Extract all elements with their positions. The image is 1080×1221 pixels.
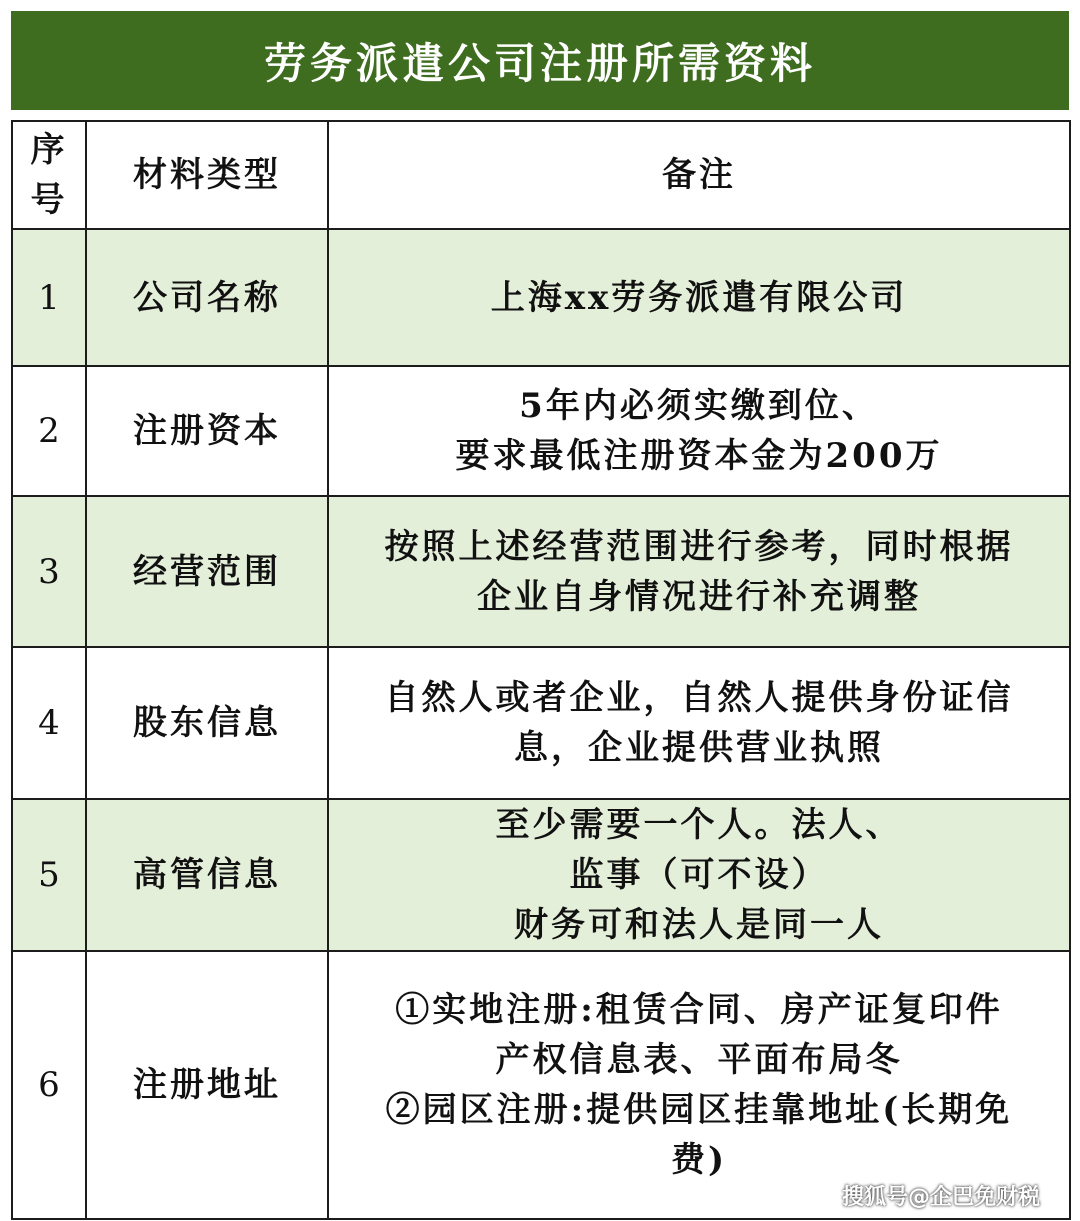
note-line: 企业自身情况进行补充调整 [477,576,921,617]
row-note [328,647,1070,799]
table-row [12,951,1070,1219]
table-row [12,496,1070,647]
row-num: 5 [12,799,86,951]
header-type: 材料类型 [86,121,328,229]
note-line: 监事（可不设） [569,855,829,895]
note-line: 按照上述经营范围进行参考，同时根据 [384,526,1014,567]
table-title: 劳务派遣公司注册所需资料 [11,11,1069,110]
row-note [328,366,1070,496]
note-line: 产权信息表、平面布局冬 [495,1040,903,1080]
note-line: 自然人或者企业，自然人提供身份证信 [384,678,1014,718]
header-num: 序号 [12,121,86,229]
row-type: 公司名称 [86,229,328,366]
row-num: 1 [12,229,86,366]
materials-table [11,120,1071,1220]
note-line: ②园区注册:提供园区挂靠地址(长期免 [385,1090,1013,1130]
row-num: 3 [12,496,86,647]
note-line: 5年内必须实缴到位、 [519,386,879,426]
note-line: 至少需要一个人。法人、 [495,805,903,845]
materials-sheet [11,11,1069,1211]
header-row [12,121,1070,229]
note-line: 费) [670,1140,728,1180]
note-line: 息，企业提供营业执照 [514,728,884,768]
row-note [328,951,1070,1219]
note-line: ①实地注册:租赁合同、房产证复印件 [395,990,1003,1030]
row-num: 2 [12,366,86,496]
note-line: 要求最低注册资本金为200万 [455,436,943,476]
header-note: 备注 [328,121,1070,229]
row-type: 注册资本 [86,366,328,496]
row-num: 6 [12,951,86,1219]
row-type: 股东信息 [86,647,328,799]
table-row [12,366,1070,496]
note-line: 上海xx劳务派遣有限公司 [490,277,908,318]
row-note [328,496,1070,647]
row-note [328,229,1070,366]
row-type: 高管信息 [86,799,328,951]
row-num: 4 [12,647,86,799]
watermark: 搜狐号@企巴免财税 [841,1185,1040,1210]
row-type: 经营范围 [86,496,328,647]
table-row [12,647,1070,799]
row-note [328,799,1070,951]
title-divider [11,110,1069,120]
table-row [12,229,1070,366]
note-line: 财务可和法人是同一人 [514,905,884,945]
table-row [12,799,1070,951]
row-type: 注册地址 [86,951,328,1219]
